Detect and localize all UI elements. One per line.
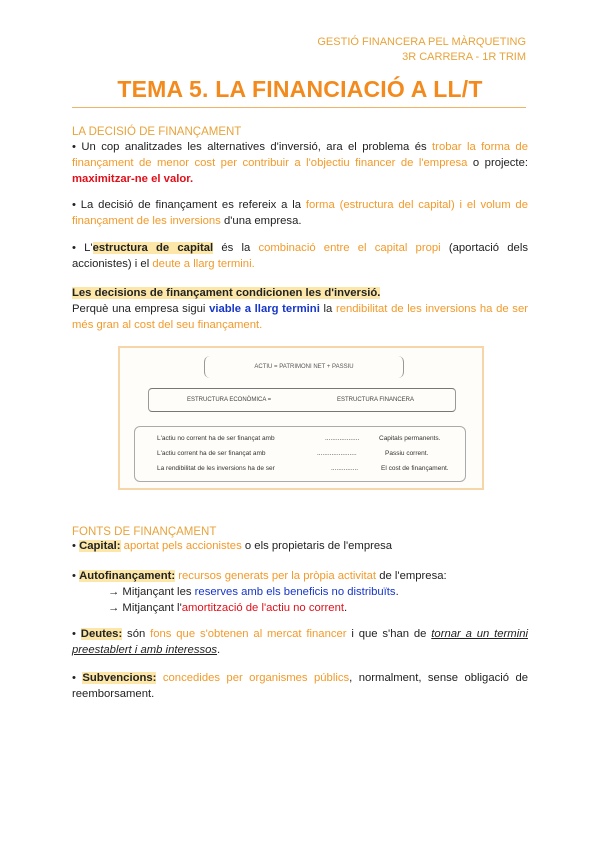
paragraph-decision-2: [72, 197, 528, 229]
highlight-text: aportat pels accionistes: [123, 540, 242, 552]
marked-term: Deutes:: [80, 628, 123, 640]
marked-statement: Les decisions de finançament condicionen les d'inversió.: [72, 287, 381, 299]
rule-left: La rendibilitat de les inversions ha de ser: [157, 465, 275, 472]
course-header: GESTIÓ FINANCERA PEL MÀRQUETING: [317, 36, 526, 48]
text: .: [344, 602, 348, 614]
section-heading-sources: FONTS DE FINANÇAMENT: [72, 526, 217, 538]
bullet: •: [72, 672, 83, 684]
source-self-financing: [72, 568, 528, 616]
text: (aportació dels accionistes) i el: [72, 242, 528, 270]
source-debts: [72, 626, 528, 658]
text: i que s'han de: [346, 628, 432, 640]
marked-term: estructura de capital: [92, 242, 214, 254]
text: • L': [72, 242, 93, 254]
text: d'una empresa.: [220, 215, 302, 227]
rule-dots: ......................: [317, 450, 357, 457]
title-divider: [72, 107, 526, 108]
paragraph-decision-1: [72, 139, 528, 187]
financial-structure-label: ESTRUCTURA FINANCERA: [337, 397, 415, 403]
bullet: •: [72, 570, 80, 582]
rule-right: Capitals permanents.: [379, 435, 441, 442]
rule-dots: ...................: [325, 435, 360, 442]
text: o projecte:: [467, 157, 528, 169]
rule-left: L'actiu corrent ha de ser finançat amb: [157, 450, 266, 457]
marked-term: Subvencions:: [82, 672, 157, 684]
blue-text: reserves amb els beneficis no distribuïts: [194, 586, 396, 598]
diagram-equation: ACTIU = PATRIMONI NET + PASSIU: [204, 356, 404, 378]
highlight-text: deute a llarg termini.: [152, 258, 255, 270]
economic-structure-label: ESTRUCTURA ECONÒMICA =: [187, 397, 272, 403]
bullet: •: [72, 540, 80, 552]
text: o els propietaris de l'empresa: [241, 540, 393, 552]
diagram-rule-row: [135, 465, 465, 477]
text: Perquè una empresa sigui: [72, 303, 210, 315]
text: → Mitjançant les: [108, 586, 195, 598]
page-title: TEMA 5. LA FINANCIACIÓ A LL/T: [117, 76, 483, 102]
text: • Un cop analitzades les alternatives d'inversió, ara el problema és: [72, 141, 433, 153]
diagram-rule-row: [135, 435, 465, 447]
paragraph-decision-3: [72, 240, 528, 272]
red-text: amortització de l'actiu no corrent: [181, 602, 345, 614]
highlight-text: rendibilitat de les inversions ha de ser més gran al cost del seu finançament.: [72, 303, 529, 331]
emphasis-text: viable a llarg termini: [209, 303, 320, 315]
section-heading-decision: LA DECISIÓ DE FINANÇAMENT: [72, 126, 242, 138]
text: .: [217, 644, 221, 656]
text: és la: [213, 242, 259, 254]
highlight-text: fons que s'obtenen al mercat financer: [150, 628, 347, 640]
highlight-text: forma (estructura del capital) i el volum de finançament de les inversions: [72, 199, 528, 227]
text: són: [122, 628, 151, 640]
text: de l'empresa:: [376, 570, 447, 582]
text: → Mitjançant l': [108, 602, 182, 614]
diagram-rule-row: [135, 450, 465, 462]
text: , normalment, sense obligació de reemborsament.: [72, 672, 529, 700]
highlight-text: concedides per organismes públics: [162, 672, 350, 684]
highlight-text: trobar la forma de finançament de menor cost per contribuir a l'objectiu financer de l'empresa: [72, 141, 528, 169]
term-header: 3R CARRERA - 1R TRIM: [402, 51, 526, 63]
rule-right: Passiu corrent.: [385, 450, 429, 457]
underlined-text: tornar a un termini preestablert i amb interessos: [72, 628, 529, 656]
rule-right: El cost de finançament.: [381, 465, 449, 472]
text: • La decisió de finançament es refereix a la: [72, 199, 306, 211]
rule-dots: ...............: [331, 465, 359, 472]
diagram-structures: [148, 388, 456, 412]
source-capital: [72, 538, 528, 554]
balance-diagram: [118, 346, 484, 490]
text: la: [319, 303, 336, 315]
diagram-rules: [134, 426, 466, 482]
highlight-text: recursos generats per la pròpia activitat: [178, 570, 377, 582]
marked-term: Autofinançament:: [79, 570, 176, 582]
marked-term: Capital:: [79, 540, 121, 552]
text: .: [395, 586, 399, 598]
emphasis-text: maximitzar-ne el valor.: [72, 173, 194, 185]
highlight-text: combinació entre el capital propi: [258, 242, 441, 254]
bullet: •: [72, 628, 81, 640]
rule-left: L'actiu no corrent ha de ser finançat amb: [157, 435, 275, 442]
sub-item-amortization: [72, 600, 528, 616]
paragraph-decision-4: [72, 285, 528, 333]
sub-item-reserves: [72, 584, 528, 600]
source-subsidies: [72, 670, 528, 702]
